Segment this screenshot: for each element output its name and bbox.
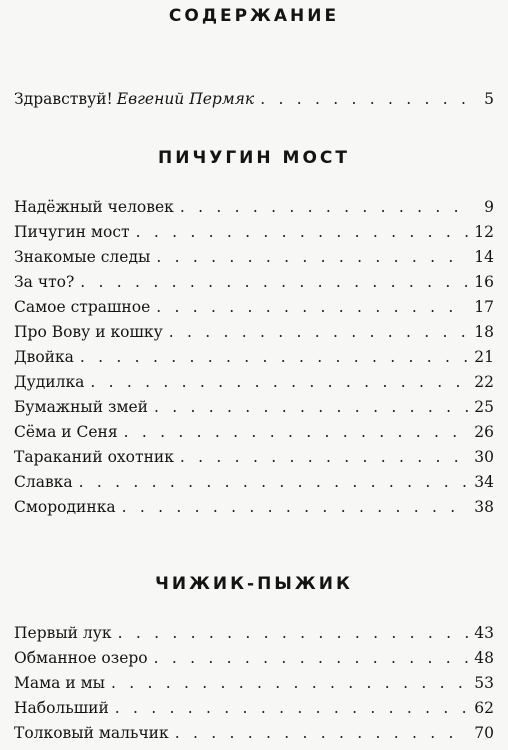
leader-dots [180,196,470,218]
toc-entry-page: 22 [474,373,494,391]
toc-entry-title: Толковый мальчик [14,724,169,742]
toc-entry[interactable] [14,196,494,218]
toc-entry-title: Славка [14,473,73,491]
leader-dots [79,471,469,493]
toc-entry-title: Двойка [14,348,74,366]
toc-entry[interactable] [14,647,494,669]
leader-dots [124,421,469,443]
toc-entry-page: 26 [474,423,494,441]
leader-dots [154,396,468,418]
leader-dots [156,296,468,318]
toc-entry-page: 16 [474,273,494,291]
toc-entry-page: 53 [474,674,494,692]
leader-dots [260,88,470,110]
toc-entry-page: 21 [474,348,494,366]
toc-entry-page: 5 [484,90,494,108]
toc-entry-page: 25 [474,398,494,416]
toc-entry-title: Мама и мы [14,674,105,692]
toc-entry[interactable] [14,396,494,418]
toc-entry-title: Обманное озеро [14,649,148,667]
toc-entry-page: 48 [474,649,494,667]
leader-dots [122,496,469,518]
toc-entry-author: Евгений Пермяк [116,90,255,108]
leader-dots [115,697,468,719]
toc-entry[interactable] [14,221,494,243]
leader-dots [180,446,468,468]
toc-entry-page: 34 [474,473,494,491]
toc-entry-title: Набольший [14,699,109,717]
section-heading-chizhik-pyzhik: ЧИЖИК-ПЫЖИК [155,574,353,594]
toc-entry-title: Пичугин мост [14,223,130,241]
toc-entry[interactable] [14,421,494,443]
toc-entry[interactable] [14,471,494,493]
toc-entry-title: Здравствуй! [14,90,113,108]
toc-entry-title: Про Вову и кошку [14,323,163,341]
toc-entry-title: Знакомые следы [14,248,151,266]
toc-entry-page: 9 [484,198,494,216]
toc-entry-title: За что? [14,273,75,291]
toc-entry[interactable] [14,496,494,518]
leader-dots [80,271,468,293]
toc-entry-page: 38 [474,498,494,516]
leader-dots [169,321,469,343]
toc-entry[interactable] [14,346,494,368]
toc-entry-intro[interactable] [14,88,494,110]
toc-entry-page: 14 [474,248,494,266]
section-heading-pichugin-most: ПИЧУГИН МОСТ [158,148,350,168]
toc-entry-page: 62 [474,699,494,717]
toc-entry[interactable] [14,246,494,268]
toc-entry[interactable] [14,446,494,468]
toc-entry-page: 30 [474,448,494,466]
toc-entry[interactable] [14,271,494,293]
toc-entry[interactable] [14,672,494,694]
toc-entry-page: 17 [474,298,494,316]
toc-entry[interactable] [14,622,494,644]
toc-entry-page: 70 [474,724,494,742]
leader-dots [90,371,468,393]
leader-dots [154,647,469,669]
toc-entry-title: Самое страшное [14,298,151,316]
leader-dots [156,246,468,268]
toc-entry-title: Тараканий охотник [14,448,174,466]
toc-entry[interactable] [14,296,494,318]
toc-entry-title: Сёма и Сеня [14,423,118,441]
toc-entry-title: Первый лук [14,624,112,642]
leader-dots [175,722,469,744]
toc-entry-title: Надёжный человек [14,198,174,216]
leader-dots [111,672,468,694]
contents-heading: СОДЕРЖАНИЕ [168,6,340,26]
leader-dots [136,221,469,243]
toc-entry[interactable] [14,371,494,393]
toc-entry-page: 18 [474,323,494,341]
toc-entry-title: Дудилка [14,373,85,391]
toc-entry-title: Бумажный змей [14,398,149,416]
toc-entry-page: 12 [474,223,494,241]
toc-entry[interactable] [14,321,494,343]
toc-entry[interactable] [14,722,494,744]
toc-entry[interactable] [14,697,494,719]
toc-entry-page: 43 [474,624,494,642]
leader-dots [118,622,469,644]
toc-entry-title: Смородинка [14,498,116,516]
leader-dots [80,346,468,368]
